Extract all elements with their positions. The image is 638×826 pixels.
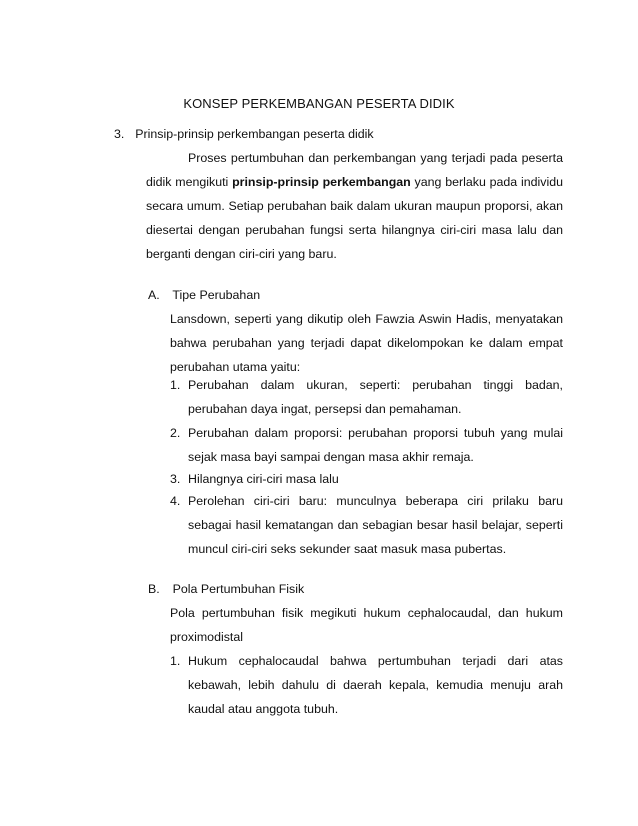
- section-b-intro: Pola pertumbuhan fisik megikuti hukum cephalocaudal, dan hukum proximodistal: [170, 606, 563, 644]
- section-3-paragraph: [146, 146, 563, 266]
- section-b-letter: B.: [148, 582, 160, 596]
- list-item-number: 4.: [170, 494, 181, 508]
- list-item-number: 2.: [170, 426, 181, 440]
- section-a-heading: [148, 288, 260, 302]
- list-item-text: Hilangnya ciri-ciri masa lalu: [188, 472, 339, 486]
- section-3-para-post: yang berlaku pada individu secara umum. Setiap perubahan baik dalam ukuran maupun proporsi, akan diesertai dengan perubahan fungsi serta hilangnya ciri-ciri masa lalu dan berganti dengan ciri-ciri yang baru.: [146, 175, 563, 261]
- list-item-text: Perubahan dalam proporsi: perubahan proporsi tubuh yang mulai sejak masa bayi sampai dengan masa akhir remaja.: [188, 426, 563, 464]
- document-title: KONSEP PERKEMBANGAN PESERTA DIDIK: [183, 96, 455, 111]
- list-item: [170, 373, 563, 421]
- section-b-heading: [148, 582, 304, 596]
- list-item: [170, 467, 563, 491]
- section-a-letter: A.: [148, 288, 160, 302]
- list-item: [170, 649, 563, 721]
- section-3-para-bold: prinsip-prinsip perkembangan: [232, 175, 411, 189]
- list-item-text: Hukum cephalocaudal bahwa pertumbuhan terjadi dari atas kebawah, lebih dahulu di daerah kepala, kemudia menuju arah kaudal atau anggota tubuh.: [188, 654, 563, 716]
- list-item-number: 1.: [170, 378, 181, 392]
- section-3-title: Prinsip-prinsip perkembangan peserta didik: [135, 127, 374, 141]
- list-item-number: 3.: [170, 472, 181, 486]
- section-b-title: Pola Pertumbuhan Fisik: [172, 582, 305, 596]
- list-item-text: Perolehan ciri-ciri baru: munculnya beberapa ciri prilaku baru sebagai hasil kematangan dan sebagian besar hasil belajar, seperti muncul ciri-ciri seks sekunder saat masuk masa pubertas.: [188, 494, 563, 556]
- section-3-para-pre: Proses pertumbuhan dan perkembangan yang terjadi pada peserta didik mengikuti: [146, 151, 563, 189]
- list-item-number: 1.: [170, 654, 181, 668]
- section-a-title: Tipe Perubahan: [172, 288, 261, 302]
- list-item: [170, 421, 563, 469]
- section-a-intro: Lansdown, seperti yang dikutip oleh Fawzia Aswin Hadis, menyatakan bahwa perubahan yang terjadi dapat dikelompokan ke dalam empat perubahan utama yaitu:: [170, 312, 563, 374]
- list-item: [170, 489, 563, 561]
- section-3-number: 3.: [114, 127, 125, 141]
- section-3-heading: [114, 127, 374, 141]
- list-item-text: Perubahan dalam ukuran, seperti: perubahan tinggi badan, perubahan daya ingat, persepsi dan pemahaman.: [188, 378, 563, 416]
